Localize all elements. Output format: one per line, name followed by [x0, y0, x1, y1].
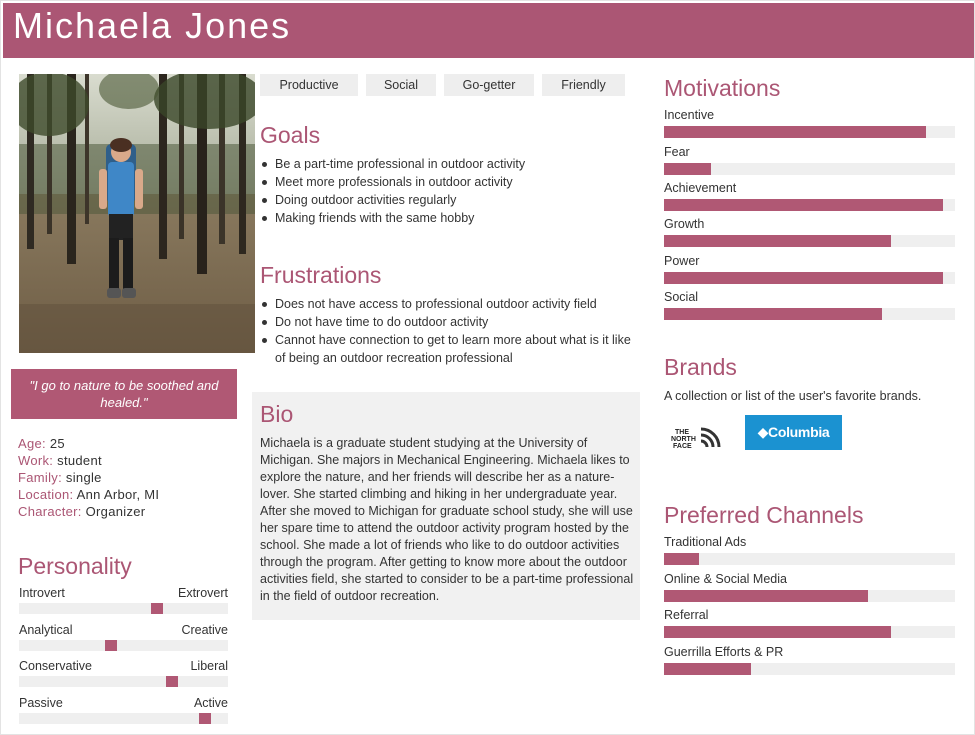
bar-label: Referral: [664, 608, 709, 622]
channel-bar: [664, 644, 955, 680]
motivation-bar: [664, 144, 955, 180]
trait-tag: Friendly: [542, 74, 625, 96]
bar-fill: [664, 663, 751, 675]
motivation-bar: [664, 216, 955, 252]
bar-label: Growth: [664, 217, 705, 231]
persona-header: [3, 3, 974, 58]
channel-bar: [664, 534, 955, 570]
bar-fill: [664, 272, 943, 284]
demo-age: [18, 435, 159, 452]
motivation-bar: [664, 253, 955, 289]
columbia-text: Columbia: [768, 424, 830, 440]
personality-scale: [19, 622, 228, 658]
goal-item: Doing outdoor activities regularly: [260, 191, 640, 209]
bar-fill: [664, 590, 868, 602]
frustrations-title: Frustrations: [260, 262, 382, 288]
demographics-list: [18, 435, 159, 520]
scale-marker: [105, 640, 117, 651]
bar-label: Incentive: [664, 108, 715, 122]
bar-fill: [664, 553, 699, 565]
demo-label: Work:: [18, 453, 54, 468]
bar-fill: [664, 308, 882, 320]
bio-title: Bio: [260, 401, 294, 427]
bar-label: Traditional Ads: [664, 535, 747, 549]
scale-marker: [151, 603, 163, 614]
trait-tags: [260, 74, 640, 96]
scale-marker: [199, 713, 211, 724]
scale-right-label: Creative: [181, 623, 228, 637]
trait-tag: Productive: [260, 74, 358, 96]
bar-track: [664, 553, 955, 565]
channel-bar: [664, 571, 955, 607]
demo-character: [18, 503, 159, 520]
bio-text: Michaela is a graduate student studying at the University of Michigan. She majors in Mechanical Engineering. Michaela likes to explore the nature, and her friends will describe her as a nature-lover. She started climbing and hiking in her undergraduate year. After she moved to Michigan for graduate school study, she will use her spare time to attend the outdoor activity program hosted by the school. She made a lot of friends who like to do outdoor activities through the program. After getting to know more about the outdoor activities field, she started to consider to be a part-time professional in the field of outdoor recreation.: [260, 436, 634, 603]
bar-label: Fear: [664, 145, 690, 159]
persona-name: Michaela Jones: [13, 5, 292, 46]
scale-right-label: Liberal: [190, 659, 228, 673]
bar-fill: [664, 126, 926, 138]
columbia-diamond-icon: ◆: [757, 424, 769, 440]
bar-track: [664, 163, 955, 175]
bar-track: [664, 308, 955, 320]
demo-value: Ann Arbor, MI: [76, 487, 160, 502]
bar-track: [664, 663, 955, 675]
scale-right-label: Extrovert: [177, 586, 228, 600]
goal-item: Meet more professionals in outdoor activity: [260, 173, 640, 191]
bar-label: Social: [664, 290, 699, 304]
scale-left-label: Introvert: [19, 586, 65, 600]
demo-label: Location:: [18, 487, 74, 502]
goals-list: [260, 155, 640, 227]
scale-track: [19, 603, 228, 614]
demo-value: student: [57, 453, 102, 468]
north-face-text: THE: [675, 429, 689, 436]
motivation-bar: [664, 180, 955, 216]
demo-label: Family:: [18, 470, 62, 485]
north-face-text: FACE: [673, 443, 692, 450]
trait-tag: Go-getter: [444, 74, 534, 96]
demo-value: 25: [49, 436, 65, 451]
bar-track: [664, 199, 955, 211]
personality-scale: [19, 695, 228, 731]
bar-track: [664, 626, 955, 638]
scale-right-label: Active: [193, 696, 228, 710]
scale-track: [19, 676, 228, 687]
bar-fill: [664, 626, 891, 638]
bar-track: [664, 272, 955, 284]
motivation-bar: [664, 107, 955, 143]
personality-scale: [19, 585, 228, 621]
personality-title: Personality: [18, 553, 132, 579]
motivations-title: Motivations: [664, 75, 781, 101]
frustration-item: Cannot have connection to get to learn more about what is it like of being an outdoor recreation professional: [260, 331, 640, 367]
scale-track: [19, 640, 228, 651]
north-face-logo: [669, 425, 721, 451]
demo-value: single: [65, 470, 102, 485]
bar-track: [664, 235, 955, 247]
trait-tag: Social: [366, 74, 436, 96]
columbia-logo: [745, 415, 842, 450]
bar-label: Guerrilla Efforts & PR: [664, 645, 784, 659]
persona-quote: "I go to nature to be soothed and healed.": [11, 369, 237, 419]
channels-title: Preferred Channels: [664, 502, 864, 528]
channel-bar: [664, 607, 955, 643]
persona-photo: [19, 74, 255, 353]
bar-label: Achievement: [664, 181, 737, 195]
scale-left-label: Passive: [19, 696, 63, 710]
brands-title: Brands: [664, 354, 737, 380]
motivation-bar: [664, 289, 955, 325]
bio-panel: [252, 392, 640, 620]
goal-item: Making friends with the same hobby: [260, 209, 640, 227]
scale-marker: [166, 676, 178, 687]
scale-track: [19, 713, 228, 724]
goals-title: Goals: [260, 122, 321, 148]
bar-label: Power: [664, 254, 700, 268]
demo-location: [18, 486, 159, 503]
bar-track: [664, 590, 955, 602]
hiker-photo-illustration: [19, 74, 255, 353]
scale-left-label: Analytical: [19, 623, 73, 637]
brands-description: A collection or list of the user's favorite brands.: [664, 389, 922, 403]
demo-label: Character:: [18, 504, 82, 519]
demo-family: [18, 469, 159, 486]
frustration-item: Does not have access to professional outdoor activity field: [260, 295, 640, 313]
north-face-logo-mark: [669, 425, 721, 451]
bar-track: [664, 126, 955, 138]
demo-value: Organizer: [85, 504, 146, 519]
north-face-text: NORTH: [671, 436, 696, 443]
bar-fill: [664, 163, 711, 175]
demo-work: [18, 452, 159, 469]
frustrations-list: [260, 295, 640, 367]
scale-left-label: Conservative: [19, 659, 92, 673]
bar-fill: [664, 199, 943, 211]
bar-label: Online & Social Media: [664, 572, 787, 586]
frustration-item: Do not have time to do outdoor activity: [260, 313, 640, 331]
personality-scale: [19, 658, 228, 694]
demo-label: Age:: [18, 436, 46, 451]
goal-item: Be a part-time professional in outdoor activity: [260, 155, 640, 173]
bar-fill: [664, 235, 891, 247]
